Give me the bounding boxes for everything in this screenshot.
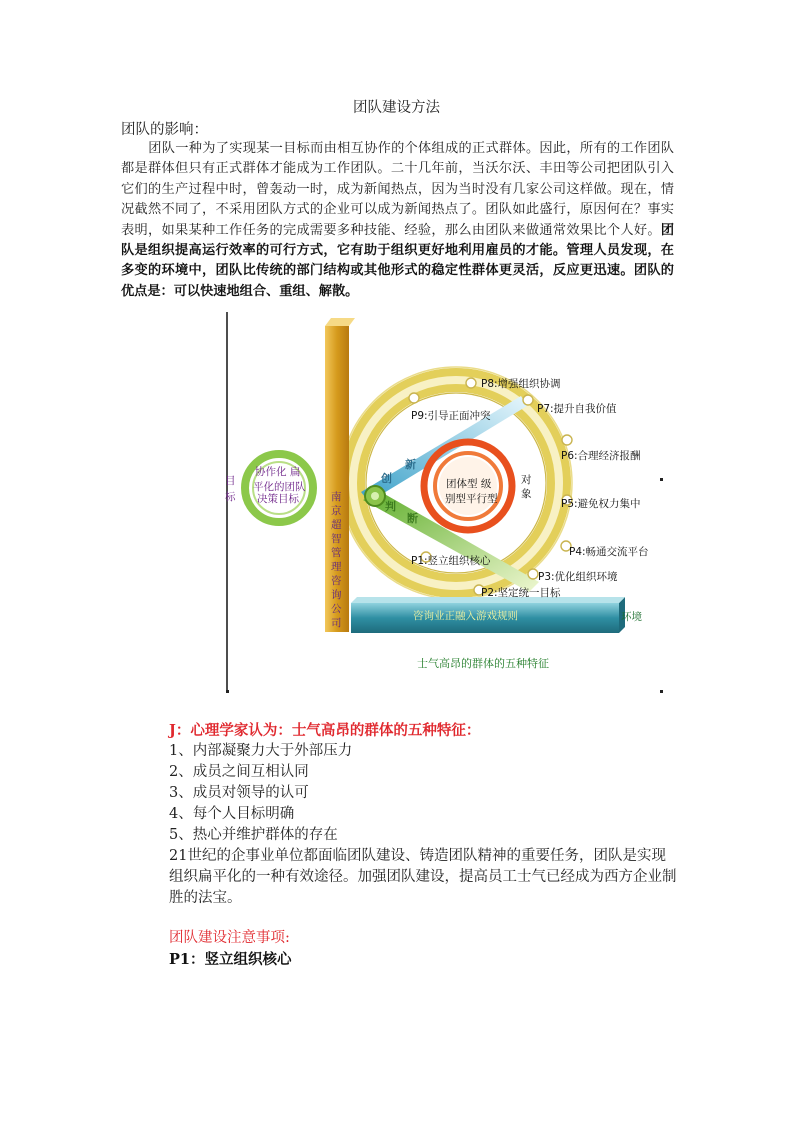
pillar-char-7: 询 <box>331 589 342 601</box>
feature-item-3: 3、成员对领导的认可 <box>169 785 309 801</box>
frame-mark <box>226 690 229 693</box>
point-dot-p9 <box>409 393 419 403</box>
p1-heading: P1：竖立组织核心 <box>169 951 292 968</box>
pillar-char-2: 超 <box>331 519 342 531</box>
pillar-top <box>325 318 355 326</box>
intro-paragraph <box>121 139 674 302</box>
beam-innovate-char-1: 创 <box>381 472 392 485</box>
section-subhead: 团队的影响： <box>121 122 208 138</box>
features-section <box>169 720 679 970</box>
left-edge-label-2: 标 <box>225 491 236 503</box>
left-circle-label-3: 决策目标 <box>257 493 299 505</box>
feature-item-2: 2、成员之间互相认同 <box>169 764 309 780</box>
pillar-char-6: 咨 <box>331 575 342 587</box>
left-edge-label-1: 目 <box>225 475 236 487</box>
notes-heading: 团队建设注意事项: <box>169 930 290 946</box>
pillar-char-5: 理 <box>331 561 342 573</box>
center-label-1: 团体型 级 <box>446 478 492 490</box>
left-circle-label-2: 平化的团队 <box>253 481 306 493</box>
frame-mark <box>660 478 663 481</box>
point-label-p7: P7:提升自我价值 <box>537 403 617 415</box>
diagram-caption: 士气高昂的群体的五种特征 <box>417 657 549 670</box>
point-dot-p7 <box>523 395 533 405</box>
point-label-p2: P2:坚定统一目标 <box>481 587 561 599</box>
frame-mark <box>660 690 663 693</box>
feature-item-4: 4、每个人目标明确 <box>169 806 295 822</box>
beam-innovate-char-2: 新 <box>405 458 416 471</box>
pillar-char-4: 管 <box>331 547 342 559</box>
point-dot-p8 <box>466 378 476 388</box>
pillar-char-3: 智 <box>331 533 342 545</box>
point-label-p5: P5:避免权力集中 <box>561 498 641 510</box>
pillar-char-8: 公 <box>331 603 342 615</box>
intro-bold-text: 团队是组织提高运行效率的可行方式，它有助于组织更好地利用雇员的才能。管理人员发现，在多变的环境中，团队比传统的部门结构或其他形式的稳定性群体更灵活，反应更迅速。团队的优点是：可以快速地组合、重组、解散。 <box>121 222 674 299</box>
point-dot-p3 <box>528 569 538 579</box>
doc-title: 团队建设方法 <box>353 100 440 116</box>
pillar-char-1: 京 <box>331 505 342 517</box>
hub-node-core <box>371 492 379 500</box>
team-diagram <box>221 304 667 698</box>
spacer <box>169 909 679 928</box>
beam-judge-char-1: 判 <box>385 500 396 513</box>
base-bar-label: 咨询业正融入游戏规则 <box>413 610 518 622</box>
point-label-p4: P4:畅通交流平台 <box>569 546 649 558</box>
beam-judge-char-2: 断 <box>407 512 418 525</box>
point-label-p3: P3:优化组织环境 <box>538 571 618 583</box>
intro-text: 团队一种为了实现某一目标而由相互协作的个体组成的正式群体。因此，所有的工作团队都是群体但只有正式群体才能成为工作团队。二十几年前，当沃尔沃、丰田等公司把团队引入它们的生产过程中时，曾轰动一时，成为新闻热点，因为当时没有几家公司这样做。现在，情况截然不同了，不采用团队方式的企业可以成为新闻热点了。团队如此盛行，原因何在？事实表明，如果某种工作任务的完成需要多种技能、经验，那么由团队来做通常效果比个人好。 <box>121 141 674 238</box>
center-side-label-2: 象 <box>521 488 532 500</box>
left-circle-label-1: 协作化 扁 <box>255 466 301 478</box>
features-heading: J：心理学家认为：士气高昂的群体的五种特征： <box>169 722 481 739</box>
pillar-char-9: 司 <box>331 617 342 629</box>
point-dot-p6 <box>562 435 572 445</box>
point-label-p6: P6:合理经济报酬 <box>561 450 641 462</box>
closing-paragraph: 21世纪的企事业单位都面临团队建设、铸造团队精神的重要任务，团队是实现组织扁平化的一种有效途径。加强团队建设，提高员工士气已经成为西方企业制胜的法宝。 <box>169 848 677 906</box>
pillar-char-0: 南 <box>331 491 342 503</box>
environment-label: 环境 <box>621 611 642 623</box>
point-label-p1: P1:竖立组织核心 <box>411 555 491 567</box>
center-side-label-1: 对 <box>521 474 532 486</box>
point-label-p9: P9:引导正面冲突 <box>411 410 491 422</box>
point-label-p8: P8:增强组织协调 <box>481 378 561 390</box>
center-label-2: 别型平行型 <box>445 493 498 505</box>
feature-item-5: 5、热心并维护群体的存在 <box>169 827 338 843</box>
feature-item-1: 1、内部凝聚力大于外部压力 <box>169 743 353 759</box>
